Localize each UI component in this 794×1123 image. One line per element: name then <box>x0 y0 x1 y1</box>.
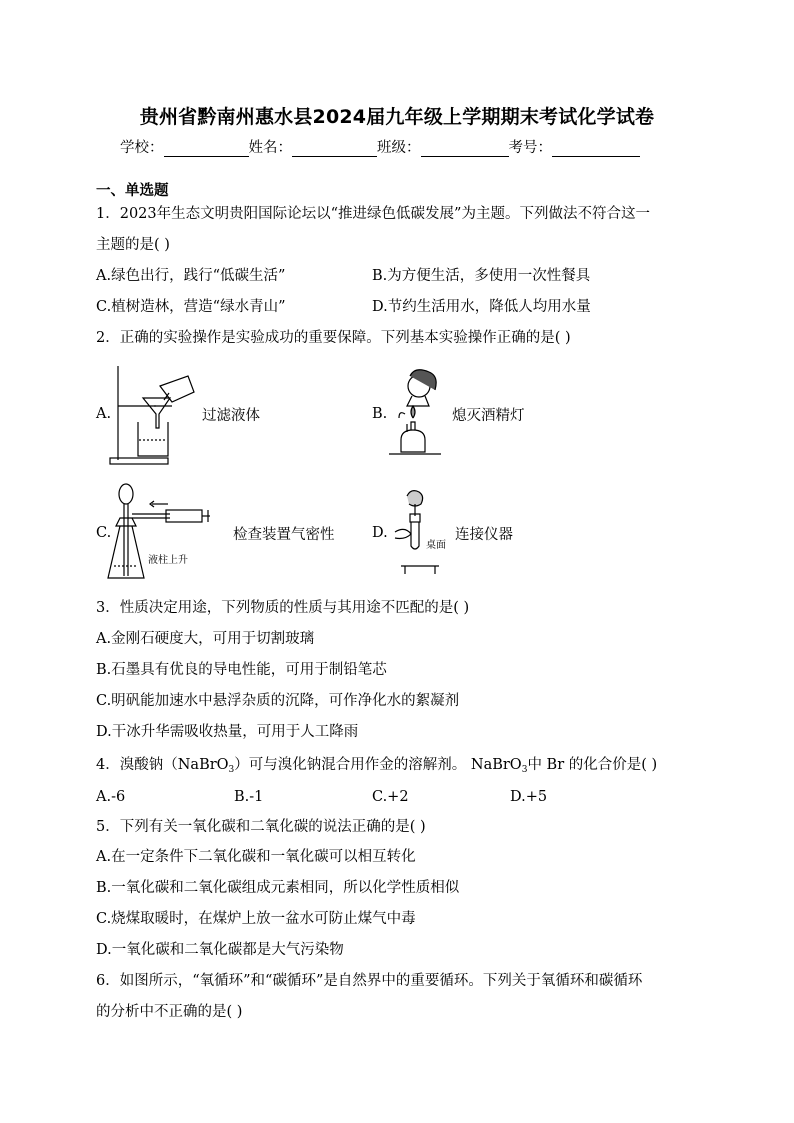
q4-formula-1 <box>178 757 235 773</box>
q2-option-a-caption: 过滤液体 <box>202 408 260 424</box>
filtration-figure-icon <box>108 362 198 468</box>
q2-option-b-caption: 熄灭酒精灯 <box>452 408 525 424</box>
q3-option-c[interactable]: C.明矾能加速水中悬浮杂质的沉降，可作净化水的絮凝剂 <box>96 693 460 709</box>
name-label: 姓名： <box>248 140 292 156</box>
q2-option-a-letter[interactable]: A. <box>96 406 112 422</box>
q4-option-c[interactable]: C.+2 <box>372 789 409 805</box>
name-blank[interactable] <box>292 140 377 157</box>
q5-option-d[interactable]: D.一氧化碳和二氧化碳都是大气污染物 <box>96 942 344 958</box>
question-4-stem <box>96 755 657 780</box>
question-6-stem-cont: 的分析中不正确的是( ) <box>96 1004 243 1020</box>
q3-option-b[interactable]: B.石墨具有优良的导电性能，可用于制铅笔芯 <box>96 662 387 678</box>
connect-instrument-figure-icon <box>385 484 445 576</box>
q2-option-c-letter[interactable]: C. <box>96 525 112 541</box>
question-1-stem: 1．2023年生态文明贵阳国际论坛以“推进绿色低碳发展”为主题。下列做法不符合这一 <box>96 206 650 222</box>
q1-option-d[interactable]: D.节约生活用水，降低人均用水量 <box>372 299 591 315</box>
q4-text-b: ）可与溴化钠混合用作金的溶解剂。 <box>234 757 467 773</box>
class-label: 班级： <box>377 140 421 156</box>
liquid-rise-label: 液柱上升 <box>148 555 188 566</box>
q4-text-d: Br <box>546 757 565 773</box>
q1-option-c[interactable]: C.植树造林，营造“绿水青山” <box>96 299 286 315</box>
class-blank[interactable] <box>421 140 509 157</box>
q2-option-d-letter[interactable]: D. <box>372 525 388 541</box>
airtightness-figure-icon <box>106 480 216 586</box>
section-title: 一、单选题 <box>96 183 169 199</box>
q4-option-d[interactable]: D.+5 <box>510 789 548 805</box>
q5-option-a[interactable]: A.在一定条件下二氧化碳和一氧化碳可以相互转化 <box>96 849 416 865</box>
q4-text-a: 4．溴酸钠（ <box>96 757 178 773</box>
q2-option-c-caption: 检查装置气密性 <box>233 527 335 543</box>
q5-option-c[interactable]: C.烧煤取暖时，在煤炉上放一盆水可防止煤气中毒 <box>96 911 416 927</box>
q4-option-b[interactable]: B.-1 <box>234 789 264 805</box>
q3-option-a[interactable]: A.金刚石硬度大，可用于切割玻璃 <box>96 631 315 647</box>
q4-formula-2 <box>471 757 528 773</box>
school-blank[interactable] <box>164 140 249 157</box>
question-3-stem: 3．性质决定用途，下列物质的性质与其用途不匹配的是( ) <box>96 600 470 616</box>
q4-text-c: 中 <box>527 757 542 773</box>
alcohol-lamp-figure-icon <box>385 366 447 462</box>
q1-option-a[interactable]: A.绿色出行，践行“低碳生活” <box>96 268 286 284</box>
student-info-row <box>120 136 640 157</box>
q4-text-e: 的化合价是( ) <box>568 757 658 773</box>
question-2-stem: 2．正确的实验操作是实验成功的重要保障。下列基本实验操作正确的是( ) <box>96 330 571 346</box>
q4-option-a[interactable]: A.-6 <box>96 789 126 805</box>
school-label: 学校： <box>120 140 164 156</box>
formula-main: NaBrO <box>470 757 522 773</box>
question-5-stem: 5．下列有关一氧化碳和二氧化碳的说法正确的是( ) <box>96 819 426 835</box>
formula-main: NaBrO <box>177 757 229 773</box>
formula-sub: 3 <box>521 765 528 775</box>
q2-option-d-caption: 连接仪器 <box>455 527 513 543</box>
formula-sub: 3 <box>228 765 235 775</box>
q2-option-b-letter[interactable]: B. <box>372 406 388 422</box>
exam-no-blank[interactable] <box>552 140 640 157</box>
page-title: 贵州省黔南州惠水县2024届九年级上学期期末考试化学试卷 <box>139 106 655 128</box>
q1-option-b[interactable]: B.为方便生活，多使用一次性餐具 <box>372 268 591 284</box>
question-1-stem-cont: 主题的是( ) <box>96 237 170 253</box>
exam-no-label: 考号： <box>508 140 552 156</box>
q5-option-b[interactable]: B.一氧化碳和二氧化碳组成元素相同，所以化学性质相似 <box>96 880 460 896</box>
q3-option-d[interactable]: D.干冰升华需吸收热量，可用于人工降雨 <box>96 724 359 740</box>
desk-label: 桌面 <box>426 540 446 551</box>
question-6-stem: 6．如图所示，“氧循环”和“碳循环”是自然界中的重要循环。下列关于氧循环和碳循环 <box>96 973 643 989</box>
